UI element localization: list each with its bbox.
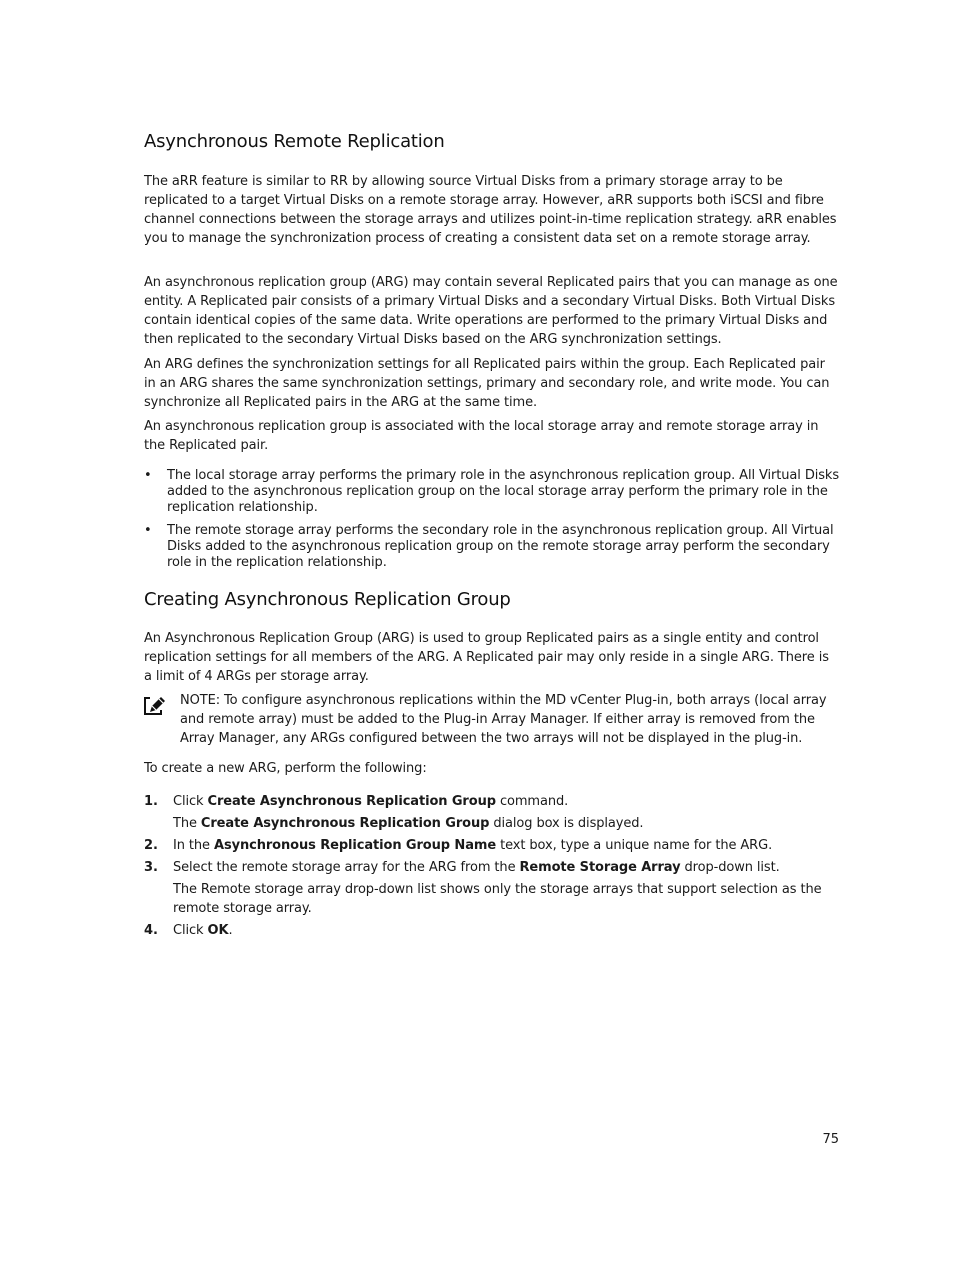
step-result <box>173 814 840 833</box>
paragraph-arg-association: An asynchronous replication group is associated with the local storage array and remote storage array in the Replicated pair. <box>144 419 819 453</box>
step-result-text: dialog box is displayed. <box>489 816 644 831</box>
step-text: command. <box>495 794 569 809</box>
step-number: 4. <box>144 923 158 938</box>
bullet-text: The local storage array performs the primary role in the asynchronous replication group. All Virtual Disks added to the asynchronous replication group on the local storage array perform the primary role in the replication relationship. <box>167 468 840 515</box>
step-text: . <box>228 923 233 938</box>
step-item <box>144 792 840 833</box>
bullet-icon: • <box>144 523 152 538</box>
bullet-icon: • <box>144 468 152 483</box>
note-label: NOTE: <box>180 693 220 708</box>
step-dialog-name: Create Asynchronous Replication Group <box>200 816 490 831</box>
section-heading-creating-arg: Creating Asynchronous Replication Group <box>144 589 511 610</box>
step-result-text: The <box>173 816 201 831</box>
page-number: 75 <box>822 1132 839 1147</box>
step-field-name: Remote Storage Array <box>519 860 681 875</box>
step-text: drop-down list. <box>680 860 780 875</box>
paragraph-arg-description: An asynchronous replication group (ARG) may contain several Replicated pairs that you can manage as one entity. A Replicated pair consists of a primary Virtual Disks and a secondary Virtual Disks. Both Virtual Disks contain identical copies of the same data. Write operations are performed to the primary Virtual Disks and then replicated to the secondary Virtual Disks based on the ARG synchronization settings. <box>144 275 838 347</box>
step-item <box>144 921 840 940</box>
step-text: Click <box>173 794 208 809</box>
step-text: In the <box>173 838 214 853</box>
note-body: To configure asynchronous replications within the MD vCenter Plug-in, both arrays (local array and remote array) must be added to the Plug-in Array Manager. If either array is removed from the Array Manager, any ARGs configured between the two arrays will not be displayed in the plug-in. <box>180 693 827 746</box>
paragraph-arg-settings: An ARG defines the synchronization settings for all Replicated pairs within the group. Each Replicated pair in an ARG shares the same synchronization settings, primary and secondary role, and write mode. You can synchronize all Replicated pairs in the ARG at the same time. <box>144 357 830 410</box>
section-heading-asynchronous-remote-replication: Asynchronous Remote Replication <box>144 131 445 152</box>
step-number: 1. <box>144 794 158 809</box>
step-result: The Remote storage array drop-down list shows only the storage arrays that support selection as the remote storage array. <box>173 882 822 916</box>
step-field-name: Asynchronous Replication Group Name <box>213 838 497 853</box>
step-text: Select the remote storage array for the ARG from the <box>173 860 520 875</box>
step-number: 3. <box>144 860 158 875</box>
role-bullet-list <box>144 468 840 578</box>
step-text: text box, type a unique name for the ARG. <box>496 838 773 853</box>
procedure-steps <box>144 792 840 940</box>
bullet-text: The remote storage array performs the secondary role in the asynchronous replication group. All Virtual Disks added to the asynchronous replication group on the remote storage array perform the secondary role in the replication relationship. <box>167 523 834 570</box>
step-command-name: Create Asynchronous Replication Group <box>207 794 496 809</box>
step-number: 2. <box>144 838 158 853</box>
pencil-note-icon <box>144 695 166 717</box>
step-item <box>144 858 840 918</box>
bullet-item-local-array <box>144 468 840 516</box>
paragraph-arg-intro: An Asynchronous Replication Group (ARG) is used to group Replicated pairs as a single entity and control replication settings for all members of the ARG. A Replicated pair may only reside in a single ARG. There is a limit of 4 ARGs per storage array. <box>144 631 829 684</box>
note-text <box>180 691 840 748</box>
paragraph-arr-overview: The aRR feature is similar to RR by allowing source Virtual Disks from a primary storage array to be replicated to a target Virtual Disks on a remote storage array. However, aRR supports both iSCSI and fibre channel connections between the storage arrays and utilizes point-in-time replication strategy. aRR enables you to manage the synchronization process of creating a consistent data set on a remote storage array. <box>144 174 837 246</box>
step-button-name: OK <box>207 923 229 938</box>
step-item <box>144 836 840 855</box>
paragraph-steps-lead: To create a new ARG, perform the following: <box>144 761 427 776</box>
bullet-item-remote-array <box>144 523 840 571</box>
step-text: Click <box>173 923 208 938</box>
